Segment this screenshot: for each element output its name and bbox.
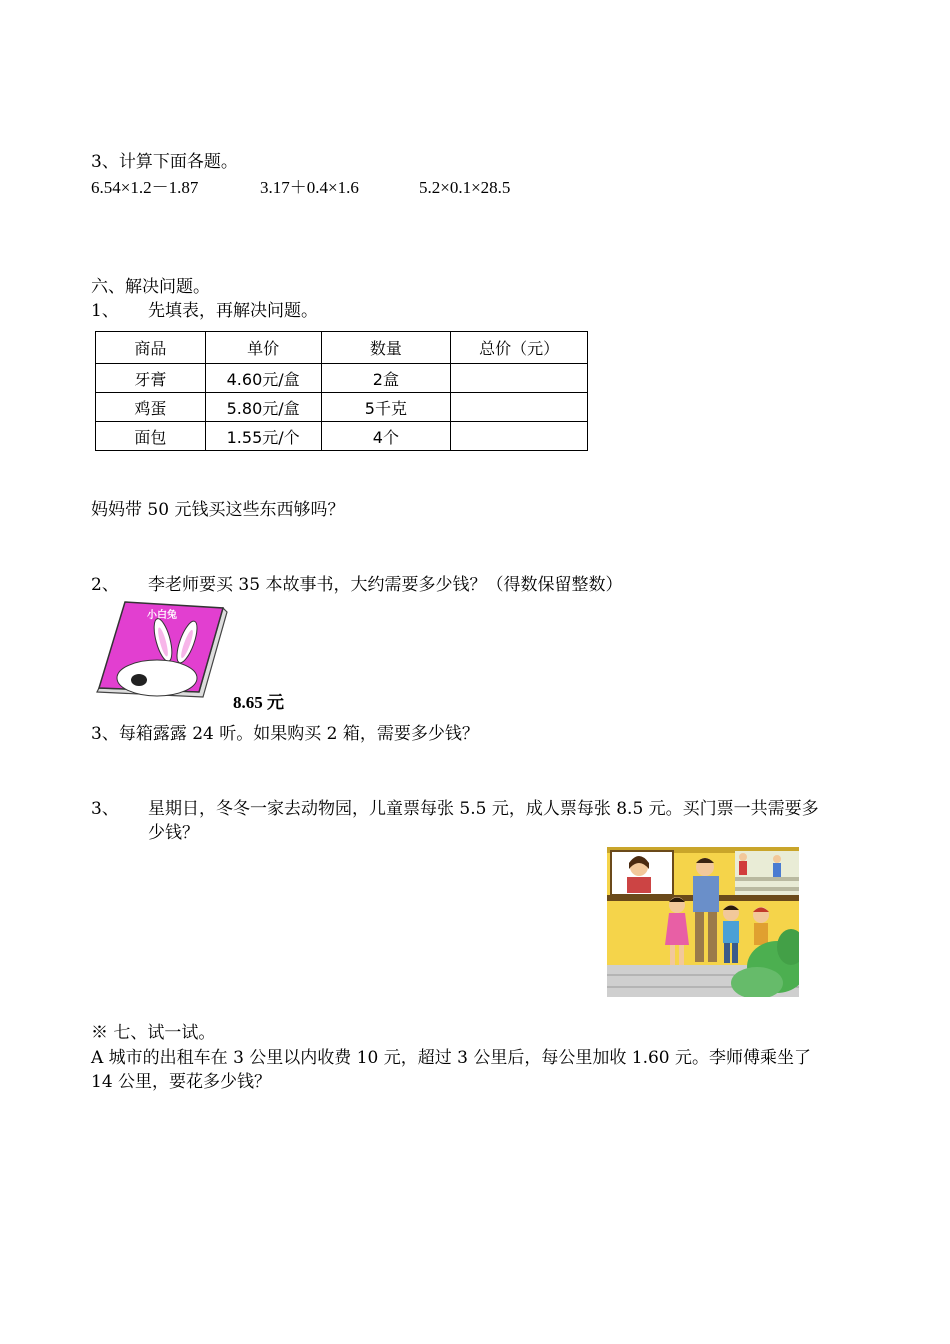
- problem-3b-text-line1: 星期日，冬冬一家去动物园，儿童票每张 5.5 元，成人票每张 8.5 元。买门票一共需要多: [148, 799, 819, 819]
- unit-price-cell: 5.80元/盒: [205, 393, 321, 422]
- expression-3: 5.2×0.1×28.5: [419, 178, 511, 197]
- item-name-cell: 牙膏: [96, 364, 206, 393]
- story-book-illustration: [95, 600, 230, 700]
- book-price: 8.65 元: [233, 693, 284, 712]
- section-six-title: 六、解决问题。: [91, 277, 210, 297]
- section-seven-line1: A 城市的出租车在 3 公里以内收费 10 元，超过 3 公里后，每公里加收 1.60 元。李师傅乘坐了: [91, 1048, 812, 1068]
- unit-price-cell: 1.55元/个: [205, 422, 321, 451]
- header-cell: 数量: [321, 332, 451, 364]
- problem-2-text: 李老师要买 35 本故事书，大约需要多少钱？（得数保留整数）: [148, 575, 623, 595]
- problem-1-number: 1、: [91, 301, 119, 321]
- table-row: [96, 364, 588, 393]
- table-row: [96, 393, 588, 422]
- zoo-ticket-illustration: [607, 847, 799, 997]
- goods-table: [95, 331, 588, 451]
- book-title: 小白兔: [147, 610, 177, 621]
- header-cell: 总价（元）: [451, 332, 588, 364]
- header-cell: 商品: [96, 332, 206, 364]
- total-cell[interactable]: [451, 364, 588, 393]
- problem-1-question: 妈妈带 50 元钱买这些东西够吗？: [91, 500, 345, 520]
- table-row: [96, 422, 588, 451]
- quantity-cell: 2盒: [321, 364, 451, 393]
- unit-price-cell: 4.60元/盒: [205, 364, 321, 393]
- q3-title: 3、计算下面各题。: [91, 152, 238, 172]
- expression-1: 6.54×1.2－1.87: [91, 178, 199, 197]
- quantity-cell: 5千克: [321, 393, 451, 422]
- problem-1-text: 先填表，再解决问题。: [148, 301, 318, 321]
- header-cell: 单价: [205, 332, 321, 364]
- problem-3b-text-line2: 少钱？: [148, 823, 199, 843]
- quantity-cell: 4个: [321, 422, 451, 451]
- problem-3b-number: 3、: [91, 799, 119, 819]
- item-name-cell: 面包: [96, 422, 206, 451]
- expression-2: 3.17＋0.4×1.6: [260, 178, 359, 197]
- total-cell[interactable]: [451, 422, 588, 451]
- problem-2-number: 2、: [91, 575, 119, 595]
- item-name-cell: 鸡蛋: [96, 393, 206, 422]
- section-seven-title: ※ 七、试一试。: [91, 1023, 216, 1043]
- problem-3a-text: 3、每箱露露 24 听。如果购买 2 箱，需要多少钱？: [91, 724, 479, 744]
- total-cell[interactable]: [451, 393, 588, 422]
- table-header-row: [96, 332, 588, 364]
- section-seven-line2: 14 公里，要花多少钱？: [91, 1072, 272, 1092]
